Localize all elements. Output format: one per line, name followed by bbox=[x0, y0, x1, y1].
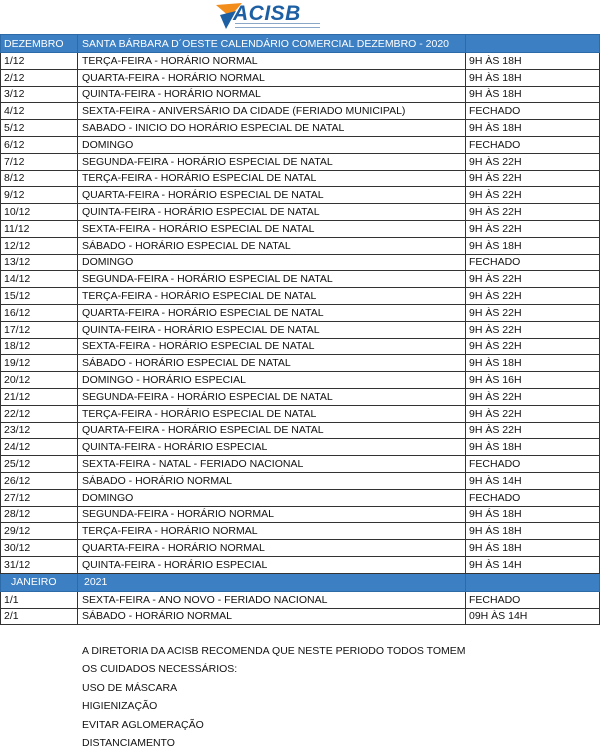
description-cell: QUINTA-FEIRA - HORÁRIO ESPECIAL DE NATAL bbox=[78, 321, 466, 338]
hours-cell: FECHADO bbox=[466, 103, 600, 120]
table-row bbox=[1, 540, 600, 557]
description-cell: QUINTA-FEIRA - HORÁRIO ESPECIAL DE NATAL bbox=[78, 204, 466, 221]
date-cell: 3/12 bbox=[1, 86, 78, 103]
table-row bbox=[1, 608, 600, 625]
year-label: 2021 bbox=[78, 573, 466, 591]
description-cell: QUARTA-FEIRA - HORÁRIO ESPECIAL DE NATAL bbox=[78, 187, 466, 204]
table-row bbox=[1, 220, 600, 237]
header-blank bbox=[466, 35, 600, 53]
date-cell: 26/12 bbox=[1, 472, 78, 489]
table-row bbox=[1, 187, 600, 204]
date-cell: 9/12 bbox=[1, 187, 78, 204]
table-row bbox=[1, 204, 600, 221]
hours-cell: 9H ÀS 22H bbox=[466, 220, 600, 237]
hours-cell: 9H ÀS 18H bbox=[466, 439, 600, 456]
date-cell: 12/12 bbox=[1, 237, 78, 254]
description-cell: DOMINGO bbox=[78, 136, 466, 153]
hours-cell: FECHADO bbox=[466, 136, 600, 153]
hours-cell: 9H ÀS 22H bbox=[466, 422, 600, 439]
date-cell: 13/12 bbox=[1, 254, 78, 271]
date-cell: 2/1 bbox=[1, 608, 78, 625]
description-cell: SÁBADO - HORÁRIO ESPECIAL DE NATAL bbox=[78, 355, 466, 372]
table-row bbox=[1, 288, 600, 305]
hours-cell: 9H ÀS 22H bbox=[466, 204, 600, 221]
table-row bbox=[1, 136, 600, 153]
description-cell: SEGUNDA-FEIRA - HORÁRIO NORMAL bbox=[78, 506, 466, 523]
description-cell: QUINTA-FEIRA - HORÁRIO ESPECIAL bbox=[78, 556, 466, 573]
table-row bbox=[1, 591, 600, 608]
hours-cell: 09H ÀS 14H bbox=[466, 608, 600, 625]
table-row bbox=[1, 103, 600, 120]
calendar-table bbox=[0, 34, 600, 625]
description-cell: DOMINGO bbox=[78, 489, 466, 506]
description-cell: SEGUNDA-FEIRA - HORÁRIO ESPECIAL DE NATAL bbox=[78, 153, 466, 170]
description-cell: SEXTA-FEIRA - HORÁRIO ESPECIAL DE NATAL bbox=[78, 220, 466, 237]
hours-cell: FECHADO bbox=[466, 254, 600, 271]
hours-cell: 9H ÀS 14H bbox=[466, 472, 600, 489]
description-cell: QUINTA-FEIRA - HORÁRIO ESPECIAL bbox=[78, 439, 466, 456]
table-row bbox=[1, 523, 600, 540]
description-cell: SEXTA-FEIRA - NATAL - FERIADO NACIONAL bbox=[78, 456, 466, 473]
hours-cell: 9H ÁS 18H bbox=[466, 540, 600, 557]
january-header-row bbox=[1, 573, 600, 591]
date-cell: 25/12 bbox=[1, 456, 78, 473]
date-cell: 28/12 bbox=[1, 506, 78, 523]
hours-cell: 9H ÀS 22H bbox=[466, 321, 600, 338]
date-cell: 17/12 bbox=[1, 321, 78, 338]
date-cell: 20/12 bbox=[1, 372, 78, 389]
logo-text: ACISB bbox=[233, 2, 301, 25]
date-cell: 21/12 bbox=[1, 388, 78, 405]
note-line: A DIRETORIA DA ACISB RECOMENDA QUE NESTE PERIODO TODOS TOMEM bbox=[82, 645, 466, 657]
hours-cell: 9H ÀS 22H bbox=[466, 304, 600, 321]
date-cell: 11/12 bbox=[1, 220, 78, 237]
hours-cell: 9H ÀS 16H bbox=[466, 372, 600, 389]
description-cell: SEXTA-FEIRA - ANO NOVO - FERIADO NACIONAL bbox=[78, 591, 466, 608]
date-cell: 7/12 bbox=[1, 153, 78, 170]
hours-cell: 9H ÀS 22H bbox=[466, 170, 600, 187]
table-row bbox=[1, 170, 600, 187]
date-cell: 15/12 bbox=[1, 288, 78, 305]
date-cell: 2/12 bbox=[1, 69, 78, 86]
date-cell: 1/1 bbox=[1, 591, 78, 608]
note-line: DISTANCIAMENTO bbox=[82, 737, 175, 750]
description-cell: SEXTA-FEIRA - ANIVERSÁRIO DA CIDADE (FERIADO MUNICIPAL) bbox=[78, 103, 466, 120]
note-line: HIGIENIZAÇÃO bbox=[82, 700, 158, 713]
month-label: JANEIRO bbox=[1, 573, 78, 591]
table-row bbox=[1, 86, 600, 103]
description-cell: TERÇA-FEIRA - HORÁRIO NORMAL bbox=[78, 53, 466, 70]
calendar-title: SANTA BÁRBARA D´OESTE CALENDÁRIO COMERCIAL DEZEMBRO - 2020 bbox=[78, 35, 466, 53]
note-line: USO DE MÁSCARA bbox=[82, 681, 178, 694]
table-row bbox=[1, 237, 600, 254]
hours-cell: 9H ÀS 22H bbox=[466, 153, 600, 170]
description-cell: DOMINGO bbox=[78, 254, 466, 271]
description-cell: TERÇA-FEIRA - HORÁRIO ESPECIAL DE NATAL bbox=[78, 405, 466, 422]
description-cell: TERÇA-FEIRA - HORÁRIO NORMAL bbox=[78, 523, 466, 540]
table-row bbox=[1, 254, 600, 271]
description-cell: QUARTA-FEIRA - HORÁRIO NORMAL bbox=[78, 69, 466, 86]
table-row bbox=[1, 388, 600, 405]
hours-cell: FECHADO bbox=[466, 489, 600, 506]
hours-cell: FECHADO bbox=[466, 456, 600, 473]
hours-cell: 9H ÀS 18H bbox=[466, 53, 600, 70]
date-cell: 18/12 bbox=[1, 338, 78, 355]
month-label: DEZEMBRO bbox=[1, 35, 78, 53]
table-row bbox=[1, 153, 600, 170]
description-cell: QUARTA-FEIRA - HORÁRIO ESPECIAL DE NATAL bbox=[78, 422, 466, 439]
table-row bbox=[1, 338, 600, 355]
hours-cell: 9H ÀS 14H bbox=[466, 556, 600, 573]
table-row bbox=[1, 372, 600, 389]
description-cell: SÁBADO - HORÁRIO ESPECIAL DE NATAL bbox=[78, 237, 466, 254]
december-header-row bbox=[1, 35, 600, 53]
date-cell: 29/12 bbox=[1, 523, 78, 540]
date-cell: 5/12 bbox=[1, 120, 78, 137]
note-line: OS CUIDADOS NECESSÁRIOS: bbox=[82, 663, 238, 676]
description-cell: QUARTA-FEIRA - HORÁRIO NORMAL bbox=[78, 540, 466, 557]
date-cell: 6/12 bbox=[1, 136, 78, 153]
table-row bbox=[1, 321, 600, 338]
date-cell: 19/12 bbox=[1, 355, 78, 372]
table-row bbox=[1, 355, 600, 372]
hours-cell: 9H ÀS 22H bbox=[466, 405, 600, 422]
description-cell: SÁBADO - HORÁRIO NORMAL bbox=[78, 608, 466, 625]
hours-cell: 9H ÀS 22H bbox=[466, 288, 600, 305]
date-cell: 16/12 bbox=[1, 304, 78, 321]
description-cell: QUARTA-FEIRA - HORÁRIO ESPECIAL DE NATAL bbox=[78, 304, 466, 321]
hours-cell: 9H ÀS 18H bbox=[466, 355, 600, 372]
hours-cell: 9H ÀS 22H bbox=[466, 388, 600, 405]
date-cell: 24/12 bbox=[1, 439, 78, 456]
hours-cell: 9H ÀS 22H bbox=[466, 338, 600, 355]
hours-cell: 9H ÀS 18H bbox=[466, 120, 600, 137]
hours-cell: 9H ÀS 18H bbox=[466, 86, 600, 103]
table-row bbox=[1, 120, 600, 137]
table-row bbox=[1, 472, 600, 489]
date-cell: 30/12 bbox=[1, 540, 78, 557]
date-cell: 10/12 bbox=[1, 204, 78, 221]
date-cell: 23/12 bbox=[1, 422, 78, 439]
description-cell: SÁBADO - HORÁRIO NORMAL bbox=[78, 472, 466, 489]
table-row bbox=[1, 456, 600, 473]
table-row bbox=[1, 53, 600, 70]
table-row bbox=[1, 69, 600, 86]
logo-underline bbox=[235, 23, 320, 28]
description-cell: SEXTA-FEIRA - HORÁRIO ESPECIAL DE NATAL bbox=[78, 338, 466, 355]
hours-cell: 9H ÀS 18H bbox=[466, 69, 600, 86]
date-cell: 4/12 bbox=[1, 103, 78, 120]
description-cell: TERÇA-FEIRA - HORÁRIO ESPECIAL DE NATAL bbox=[78, 288, 466, 305]
hours-cell: 9H ÁS 18H bbox=[466, 523, 600, 540]
date-cell: 27/12 bbox=[1, 489, 78, 506]
recommendation-notes bbox=[82, 642, 466, 752]
table-row bbox=[1, 304, 600, 321]
description-cell: TERÇA-FEIRA - HORÁRIO ESPECIAL DE NATAL bbox=[78, 170, 466, 187]
description-cell: SABADO - INICIO DO HORÁRIO ESPECIAL DE NATAL bbox=[78, 120, 466, 137]
description-cell: SEGUNDA-FEIRA - HORÁRIO ESPECIAL DE NATAL bbox=[78, 388, 466, 405]
hours-cell: 9H ÁS 18H bbox=[466, 506, 600, 523]
table-row bbox=[1, 405, 600, 422]
table-row bbox=[1, 489, 600, 506]
table-row bbox=[1, 271, 600, 288]
hours-cell: 9H ÀS 18H bbox=[466, 237, 600, 254]
table-row bbox=[1, 439, 600, 456]
description-cell: DOMINGO - HORÁRIO ESPECIAL bbox=[78, 372, 466, 389]
description-cell: QUINTA-FEIRA - HORÁRIO NORMAL bbox=[78, 86, 466, 103]
header-blank bbox=[466, 573, 600, 591]
hours-cell: 9H ÀS 22H bbox=[466, 187, 600, 204]
table-row bbox=[1, 506, 600, 523]
date-cell: 1/12 bbox=[1, 53, 78, 70]
hours-cell: 9H ÀS 22H bbox=[466, 271, 600, 288]
table-row bbox=[1, 422, 600, 439]
date-cell: 14/12 bbox=[1, 271, 78, 288]
description-cell: SEGUNDA-FEIRA - HORÁRIO ESPECIAL DE NATAL bbox=[78, 271, 466, 288]
date-cell: 22/12 bbox=[1, 405, 78, 422]
date-cell: 31/12 bbox=[1, 556, 78, 573]
table-row bbox=[1, 556, 600, 573]
note-line: EVITAR AGLOMERAÇÃO bbox=[82, 718, 204, 731]
hours-cell: FECHADO bbox=[466, 591, 600, 608]
date-cell: 8/12 bbox=[1, 170, 78, 187]
